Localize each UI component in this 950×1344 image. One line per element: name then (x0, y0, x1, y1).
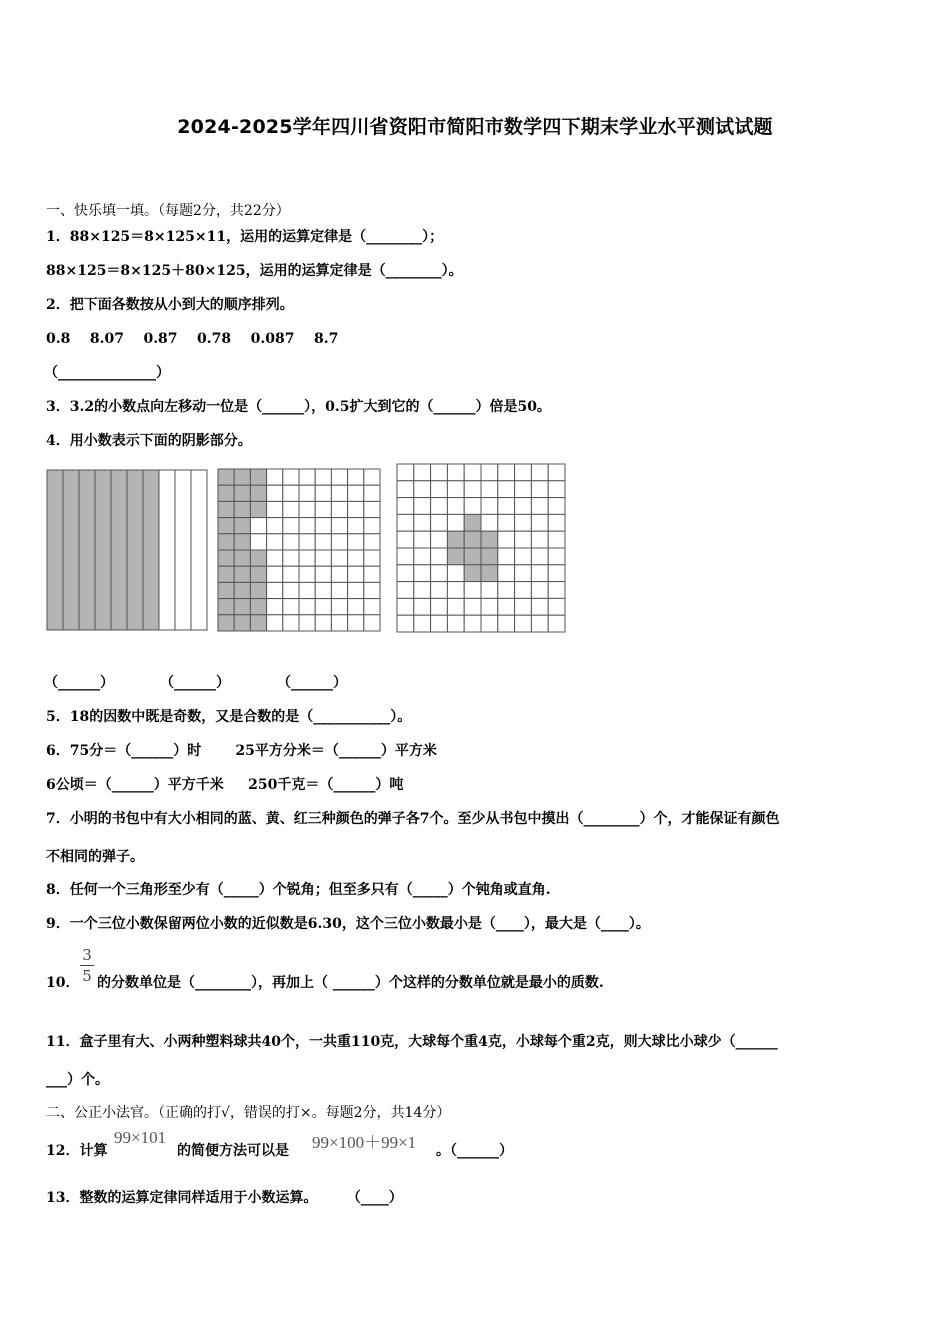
grid3-cell (414, 598, 431, 615)
grid2-cell (331, 566, 347, 582)
grid3-cell (548, 615, 565, 632)
question-12-end: 。（______） (436, 1143, 513, 1159)
grid3-cell (481, 481, 498, 498)
grid3-cell (431, 582, 448, 599)
grid1-shaded-strip (111, 470, 127, 630)
grid2-cell (315, 518, 331, 534)
grid2-cell (267, 485, 283, 501)
grid2-cell (348, 550, 364, 566)
grid2-cell (267, 599, 283, 615)
grid2-cell (364, 469, 380, 485)
fraction-numerator: 3 (82, 946, 92, 964)
grid3-cell (531, 548, 548, 565)
grid1-strip (191, 470, 207, 630)
grid2-shaded-cell (218, 501, 234, 517)
grid3-cell (548, 565, 565, 582)
grid3-cell (431, 531, 448, 548)
grid3-cell (397, 498, 414, 515)
grid3-cell (414, 548, 431, 565)
grid2-shaded-cell (218, 485, 234, 501)
grid3-cell (414, 514, 431, 531)
grid2-shaded-cell (234, 485, 250, 501)
grid3-cell (481, 615, 498, 632)
grid3-cell (447, 464, 464, 481)
grid1-shaded-strip (143, 470, 159, 630)
formula-99x101: 99×101 (114, 1128, 167, 1147)
grid2-shaded-cell (218, 566, 234, 582)
grid2-shaded-cell (250, 501, 266, 517)
grid3-cell (447, 615, 464, 632)
grid2-shaded-cell (250, 566, 266, 582)
grid3-cell (548, 598, 565, 615)
grid2-cell (299, 582, 315, 598)
grid3-cell (447, 598, 464, 615)
fraction-bar (80, 965, 94, 966)
grid2-cell (331, 550, 347, 566)
grid2-shaded-cell (218, 469, 234, 485)
grid3-cell (498, 548, 515, 565)
grid2-shaded-cell (218, 534, 234, 550)
question-11a: 11．盒子里有大、小两种塑料球共40个，一共重110克，大球每个重4克，小球每个重2克，则大球比小球少（______ (46, 1034, 778, 1050)
grid3-cell (515, 615, 532, 632)
question-10-number: 10． (46, 975, 80, 991)
grid2-shaded-cell (234, 582, 250, 598)
grid2-cell (348, 615, 364, 631)
grid3-cell (414, 464, 431, 481)
question-2: 2．把下面各数按从小到大的顺序排列。 (46, 297, 294, 313)
grid3-cell (481, 598, 498, 615)
grid2-cell (283, 582, 299, 598)
grid2-cell (315, 550, 331, 566)
grid3-cell (431, 464, 448, 481)
grid2-cell (267, 582, 283, 598)
grid2-cell (267, 550, 283, 566)
grid2-cell (315, 566, 331, 582)
grid3-cell (397, 565, 414, 582)
grid3-cell (481, 582, 498, 599)
grid3-cell (447, 498, 464, 515)
grid3-cell (397, 481, 414, 498)
grid1-shaded-strip (127, 470, 143, 630)
grid2-shaded-cell (234, 550, 250, 566)
grid2-shaded-cell (250, 469, 266, 485)
grid2-cell (348, 469, 364, 485)
grid3-cell (464, 598, 481, 615)
grid3-shaded-cell (464, 531, 481, 548)
question-12-middle: 的简便方法可以是 (177, 1143, 289, 1159)
grid3-cell (515, 464, 532, 481)
grid3-cell (531, 565, 548, 582)
grid2-cell (364, 566, 380, 582)
grid3-cell (498, 582, 515, 599)
question-4-blank-1: （______） (44, 675, 114, 691)
question-4-blank-2: （______） (160, 675, 230, 691)
grid2-cell (299, 518, 315, 534)
grid2-shaded-cell (234, 534, 250, 550)
grid2-cell (348, 599, 364, 615)
grid3-cell (397, 464, 414, 481)
question-9: 9．一个三位小数保留两位小数的近似数是6.30，这个三位小数最小是（____），最大是（____）。 (46, 916, 650, 932)
grid2-cell (348, 518, 364, 534)
grid2-cell (331, 534, 347, 550)
grid2-cell (348, 501, 364, 517)
grid2-shaded-cell (218, 599, 234, 615)
grid3-cell (548, 514, 565, 531)
grid3-cell (414, 615, 431, 632)
grid1-shaded-strip (95, 470, 111, 630)
grid2-cell (283, 550, 299, 566)
grid2-cell (315, 599, 331, 615)
grid3-cell (464, 615, 481, 632)
question-3: 3．3.2的小数点向左移动一位是（______），0.5扩大到它的（______）倍是50。 (46, 399, 551, 415)
grid2-cell (299, 469, 315, 485)
grid3-cell (414, 481, 431, 498)
grid3-cell (464, 498, 481, 515)
grid2-cell (267, 566, 283, 582)
grid3-cell (464, 582, 481, 599)
grid3-cell (531, 481, 548, 498)
question-4-blank-3: （______） (277, 675, 347, 691)
grid3-cell (498, 464, 515, 481)
grid2-shaded-cell (250, 550, 266, 566)
grid2-cell (283, 534, 299, 550)
question-2-numbers: 0.8 8.07 0.87 0.78 0.087 8.7 (46, 331, 339, 347)
grid2-cell (331, 501, 347, 517)
grid2-cell (267, 615, 283, 631)
grid3-cell (397, 598, 414, 615)
grid2-cell (283, 566, 299, 582)
grid2-cell (331, 518, 347, 534)
grid3-cell (464, 481, 481, 498)
grid3-cell (397, 531, 414, 548)
grid2-cell (283, 599, 299, 615)
section-1-heading: 一、快乐填一填。（每题2分，共22分） (46, 203, 290, 219)
grid2-cell (364, 582, 380, 598)
grid3-cell (414, 531, 431, 548)
grid3-cell (447, 565, 464, 582)
question-4: 4．用小数表示下面的阴影部分。 (46, 433, 252, 449)
grid1-shaded-strip (79, 470, 95, 630)
grid3-cell (548, 548, 565, 565)
grid3-cell (531, 615, 548, 632)
grid2-cell (315, 501, 331, 517)
grid2-cell (364, 518, 380, 534)
question-1b: 88×125＝8×125＋80×125，运用的运算定律是（________）。 (46, 263, 463, 279)
grid3-cell (515, 565, 532, 582)
grid2-cell (299, 485, 315, 501)
grid3-cell (481, 514, 498, 531)
grid3-cell (414, 565, 431, 582)
grid3-cell (498, 615, 515, 632)
grid2-cell (299, 566, 315, 582)
grid3-shaded-cell (464, 514, 481, 531)
grid2-cell (267, 469, 283, 485)
grid3-cell (447, 582, 464, 599)
question-6a: 6．75分＝（______）时 25平方分米＝（______）平方米 (46, 743, 437, 759)
grid2-cell (364, 534, 380, 550)
grid2-cell (315, 534, 331, 550)
grid3-shaded-cell (447, 531, 464, 548)
grid3-cell (515, 582, 532, 599)
grid3-cell (397, 514, 414, 531)
grid3-cell (531, 531, 548, 548)
grid2-cell (283, 615, 299, 631)
grid2-cell (299, 615, 315, 631)
grid2-cell (267, 534, 283, 550)
grid2-cell (315, 615, 331, 631)
grid2-cell (364, 599, 380, 615)
grid3-cell (397, 582, 414, 599)
grid2-cell (348, 566, 364, 582)
grid3-cell (447, 514, 464, 531)
grid2-cell (267, 518, 283, 534)
page-title: 2024-2025学年四川省资阳市简阳市数学四下期末学业水平测试试题 (177, 116, 773, 138)
question-10: 的分数单位是（________），再加上（ ______）个这样的分数单位就是最小的质数. (97, 975, 604, 991)
grid3-cell (515, 548, 532, 565)
grid2-shaded-cell (234, 615, 250, 631)
fraction-denominator: 5 (82, 967, 92, 985)
grid3-shaded-cell (464, 548, 481, 565)
grid2-cell (283, 518, 299, 534)
grid3-cell (548, 481, 565, 498)
grid2-cell (331, 599, 347, 615)
grid2-cell (283, 469, 299, 485)
grid3-cell (548, 498, 565, 515)
question-1a: 1．88×125＝8×125×11，运用的运算定律是（________）； (46, 229, 444, 245)
grid2-shaded-cell (234, 566, 250, 582)
grid3-cell (515, 498, 532, 515)
grid3-cell (397, 548, 414, 565)
grid3-cell (548, 531, 565, 548)
grid3-shaded-cell (464, 565, 481, 582)
grid2-cell (364, 550, 380, 566)
grid3-cell (464, 464, 481, 481)
grid3-cell (397, 615, 414, 632)
grid3-shaded-cell (447, 548, 464, 565)
grid2-shaded-cell (218, 550, 234, 566)
grid3-cell (498, 498, 515, 515)
question-6b: 6公顷＝（______）平方千米 250千克＝（______）吨 (46, 777, 404, 793)
grid1-shaded-strip (47, 470, 63, 630)
grid2-cell (267, 501, 283, 517)
grid3-cell (431, 498, 448, 515)
grid3-cell (498, 514, 515, 531)
grid2-shaded-cell (250, 615, 266, 631)
grid3-cell (498, 565, 515, 582)
grid2-shaded-cell (234, 469, 250, 485)
grid3-cell (531, 514, 548, 531)
question-12-prefix: 12．计算 (46, 1143, 108, 1159)
grid3-cell (531, 598, 548, 615)
grid3-cell (531, 498, 548, 515)
question-5: 5．18的因数中既是奇数，又是合数的是（___________）。 (46, 709, 412, 725)
grid2-shaded-cell (250, 485, 266, 501)
grid2-shaded-cell (234, 518, 250, 534)
grid2-shaded-cell (218, 615, 234, 631)
grid3-cell (414, 582, 431, 599)
grid2-cell (250, 518, 266, 534)
grid3-cell (498, 598, 515, 615)
grid2-cell (299, 550, 315, 566)
question-11b: ___）个。 (46, 1072, 109, 1088)
grid2-cell (299, 501, 315, 517)
grid3-cell (515, 481, 532, 498)
grid3-cell (431, 565, 448, 582)
grid1-strip (175, 470, 191, 630)
grid2-shaded-cell (250, 599, 266, 615)
grid3-cell (515, 531, 532, 548)
grid3-cell (498, 531, 515, 548)
grid2-shaded-cell (218, 518, 234, 534)
grid1-strip (159, 470, 175, 630)
grid2-cell (315, 469, 331, 485)
grid2-cell (364, 485, 380, 501)
grid2-cell (283, 485, 299, 501)
grid3-cell (515, 514, 532, 531)
grid3-shaded-cell (481, 531, 498, 548)
grid3-cell (531, 464, 548, 481)
grid3-cell (481, 498, 498, 515)
grid2-cell (364, 501, 380, 517)
question-2-blank: （______________） (44, 365, 170, 381)
question-8: 8．任何一个三角形至少有（_____）个锐角；但至多只有（_____）个钝角或直角. (46, 882, 551, 898)
grid3-cell (548, 582, 565, 599)
grid2-cell (348, 485, 364, 501)
grid2-cell (315, 582, 331, 598)
grid2-cell (331, 469, 347, 485)
grid2-cell (250, 534, 266, 550)
grid3-cell (431, 548, 448, 565)
question-7b: 不相同的弹子。 (46, 849, 144, 865)
question-13: 13．整数的运算定律同样适用于小数运算。 （____） (46, 1190, 403, 1206)
grid1-shaded-strip (63, 470, 79, 630)
grid2-cell (348, 582, 364, 598)
grid2-shaded-cell (250, 582, 266, 598)
grid3-cell (431, 481, 448, 498)
grid3-cell (431, 598, 448, 615)
grid2-shaded-cell (234, 599, 250, 615)
section-2-heading: 二、公正小法官。（正确的打√，错误的打×。每题2分，共14分） (46, 1105, 451, 1121)
grid2-cell (315, 485, 331, 501)
grid2-shaded-cell (234, 501, 250, 517)
grid3-cell (414, 498, 431, 515)
fraction-three-fifths (80, 946, 94, 985)
question-7a: 7．小明的书包中有大小相同的蓝、黄、红三种颜色的弹子各7个。至少从书包中摸出（________）个，才能保证有颜色 (46, 811, 780, 827)
grid3-shaded-cell (481, 565, 498, 582)
grid2-cell (331, 615, 347, 631)
grid3-cell (481, 464, 498, 481)
formula-99x100-plus-99x1: 99×100＋99×1 (312, 1133, 417, 1152)
grid2-shaded-cell (218, 582, 234, 598)
grid2-cell (348, 534, 364, 550)
grid3-cell (498, 481, 515, 498)
grid3-cell (431, 615, 448, 632)
grid2-cell (283, 501, 299, 517)
grid2-cell (331, 582, 347, 598)
grid3-cell (447, 481, 464, 498)
grid2-cell (364, 615, 380, 631)
grid3-cell (515, 598, 532, 615)
grid3-shaded-cell (481, 548, 498, 565)
grid2-cell (299, 534, 315, 550)
grid3-cell (431, 514, 448, 531)
grid2-cell (299, 599, 315, 615)
grid3-cell (548, 464, 565, 481)
grid3-cell (531, 582, 548, 599)
grid2-cell (331, 485, 347, 501)
